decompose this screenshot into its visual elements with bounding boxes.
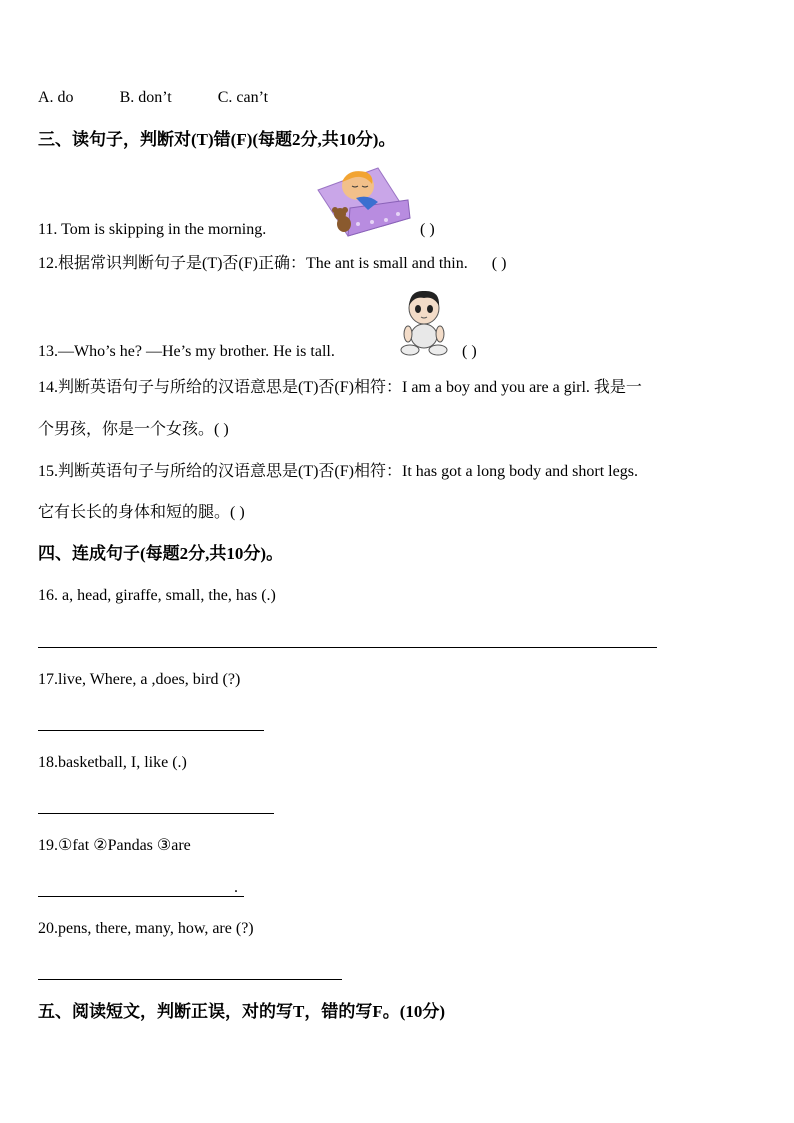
q19-text: 19.①fat ②Pandas ③are: [38, 837, 191, 854]
q11: [38, 220, 266, 240]
q16-answer-line[interactable]: [38, 647, 657, 648]
q20-answer-line[interactable]: [38, 979, 342, 980]
q14-line1: 14.判断英语句子与所给的汉语意思是(T)否(F)相符：I am a boy and you are a girl. 我是一: [38, 379, 642, 396]
section4-title: 四、连成句子(每题2分,共10分)。: [38, 544, 284, 563]
q10-option-c: C. can’t: [217, 89, 269, 106]
q19-period: .: [234, 879, 238, 896]
sleeping-boy-image: [312, 164, 412, 238]
q18-text: 18.basketball, I, like (.): [38, 754, 187, 771]
q15-line2: 它有长长的身体和短的腿。( ): [38, 504, 245, 521]
q15-line1: 15.判断英语句子与所给的汉语意思是(T)否(F)相符：It has got a long body and short legs.: [38, 463, 638, 480]
q20-text: 20.pens, there, many, how, are (?): [38, 920, 254, 937]
q17-answer-line[interactable]: [38, 730, 264, 731]
section3-title: 三、读句子，判断对(T)错(F)(每题2分,共10分)。: [38, 130, 396, 149]
q10-option-b: B. don’t: [119, 89, 172, 106]
q10-option-a: A. do: [38, 89, 74, 106]
section5-title: 五、阅读短文，判断正误，对的写T，错的写F。(10分): [38, 1002, 446, 1021]
q12-text: 12.根据常识判断句子是(T)否(F)正确：The ant is small and thin.: [38, 255, 468, 272]
q16-text: 16. a, head, giraffe, small, the, has (.): [38, 587, 276, 604]
q12: [38, 254, 506, 274]
q10-options: [38, 88, 268, 108]
q13: [38, 342, 335, 362]
q14-line2: 个男孩，你是一个女孩。( ): [38, 421, 229, 438]
q11-answer-bracket[interactable]: ( ): [420, 221, 435, 238]
q13-text: 13.—Who’s he? —He’s my brother. He is tall.: [38, 343, 335, 360]
q11-text: 11. Tom is skipping in the morning.: [38, 221, 267, 238]
q18-answer-line[interactable]: [38, 813, 274, 814]
q12-answer-bracket[interactable]: ( ): [491, 255, 507, 272]
q19-answer-line[interactable]: [38, 896, 244, 897]
q13-answer-bracket[interactable]: ( ): [462, 343, 477, 360]
baby-boy-image: [396, 288, 452, 356]
q17-text: 17.live, Where, a ,does, bird (?): [38, 671, 241, 688]
